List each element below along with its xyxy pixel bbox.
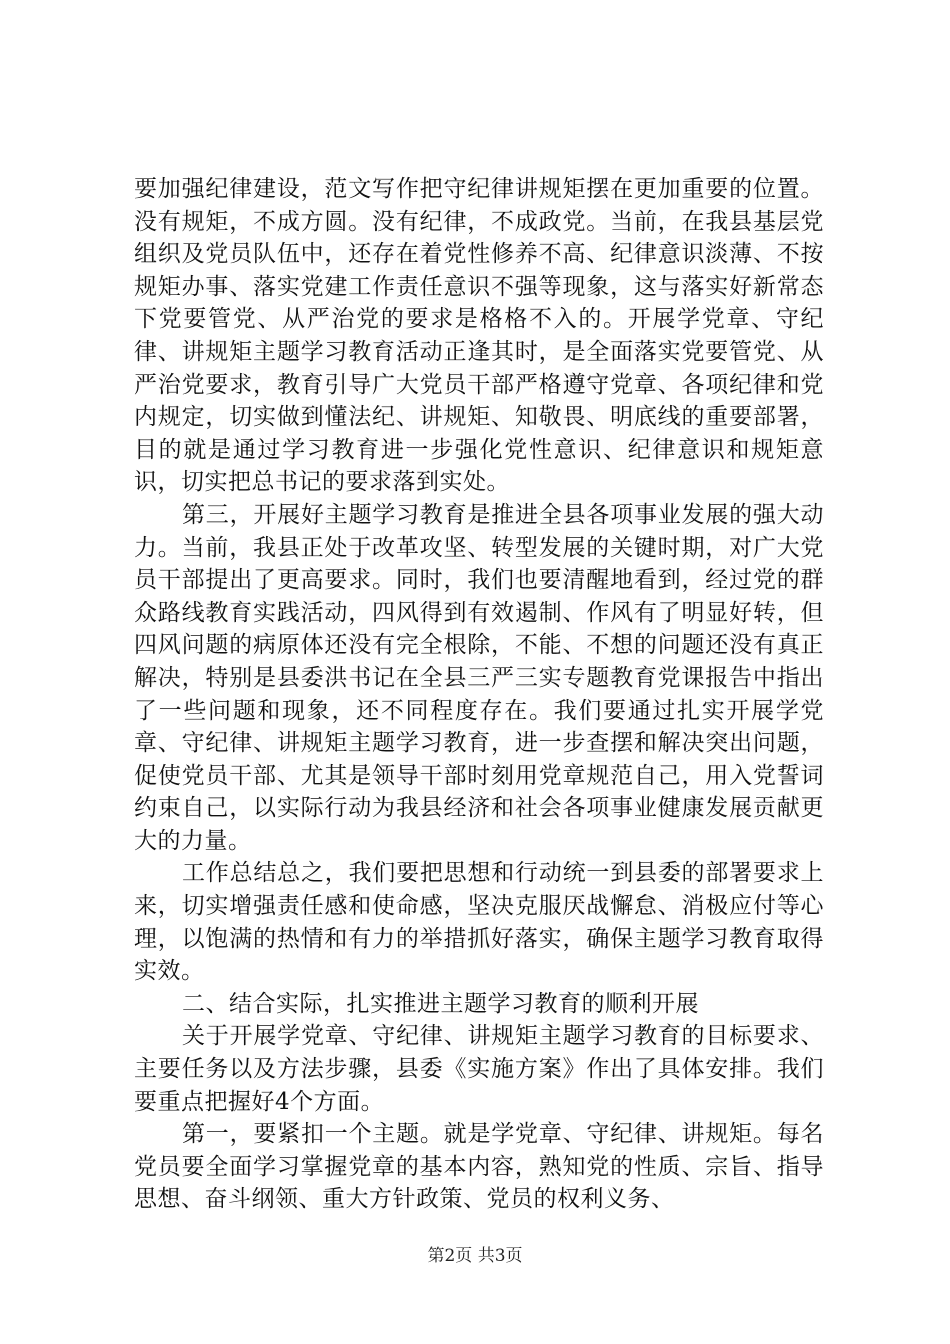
document-body xyxy=(134,173,824,1216)
paragraph-summary: 工作总结总之，我们要把思想和行动统一到县委的部署要求上来，切实增强责任感和使命感，坚决克服厌战懈怠、消极应付等心理，以饱满的热情和有力的举措抓好落实，确保主题学习教育取得实效。 xyxy=(134,860,824,985)
paragraph-third-point: 第三，开展好主题学习教育是推进全县各项事业发展的强大动力。当前，我县正处于改革攻坚、转型发展的关键时期，对广大党员干部提出了更高要求。同时，我们也要清醒地看到，经过党的群众路线教育实践活动，四风得到有效遏制、作风有了明显好转，但四风问题的病原体还没有完全根除，不能、不想的问题还没有真正解决，特别是县委洪书记在全县三严三实专题教育党课报告中指出了一些问题和现象，还不同程度存在。我们要通过扎实开展学党章、守纪律、讲规矩主题学习教育，进一步查摆和解决突出问题，促使党员干部、尤其是领导干部时刻用党章规范自己，用入党誓词约束自己，以实际行动为我县经济和社会各项事业健康发展贡献更大的力量。 xyxy=(134,501,824,854)
page-number-footer: 第2页 共3页 xyxy=(427,1246,523,1266)
paragraph-implementation-plan: 关于开展学党章、守纪律、讲规矩主题学习教育的目标要求、主要任务以及方法步骤，县委《实施方案》作出了具体安排。我们要重点把握好4个方面。 xyxy=(134,1023,824,1115)
section-heading-two: 二、结合实际，扎实推进主题学习教育的顺利开展 xyxy=(182,990,699,1017)
paragraph-first-theme: 第一，要紧扣一个主题。就是学党章、守纪律、讲规矩。每名党员要全面学习掌握党章的基本内容，熟知党的性质、宗旨、指导思想、奋斗纲领、重大方针政策、党员的权利义务、 xyxy=(134,1121,824,1213)
paragraph-discipline-importance: 要加强纪律建设，范文写作把守纪律讲规矩摆在更加重要的位置。没有规矩，不成方圆。没有纪律，不成政党。当前，在我县基层党组织及党员队伍中，还存在着党性修养不高、纪律意识淡薄、不按规矩办事、落实党建工作责任意识不强等现象，这与落实好新常态下党要管党、从严治党的要求是格格不入的。开展学党章、守纪律、讲规矩主题学习教育活动正逢其时，是全面落实党要管党、从严治党要求，教育引导广大党员干部严格遵守党章、各项纪律和党内规定，切实做到懂法纪、讲规矩、知敬畏、明底线的重要部署，目的就是通过学习教育进一步强化党性意识、纪律意识和规矩意识，切实把总书记的要求落到实处。 xyxy=(134,176,824,496)
